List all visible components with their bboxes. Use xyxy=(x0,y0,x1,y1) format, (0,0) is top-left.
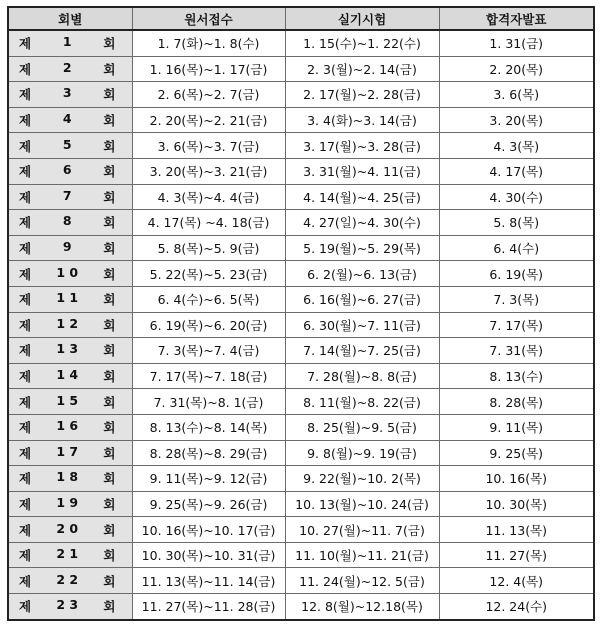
application-period-cell: 9. 25(목)~9. 26(금) xyxy=(132,491,285,517)
round-cell xyxy=(8,363,132,389)
header-application: 원서접수 xyxy=(132,7,285,30)
exam-period-cell: 2. 3(월)~2. 14(금) xyxy=(285,56,439,82)
result-date-cell: 9. 25(목) xyxy=(439,440,594,466)
exam-period-cell: 1. 15(수)~1. 22(수) xyxy=(285,30,439,56)
application-period-cell: 7. 17(목)~7. 18(금) xyxy=(132,363,285,389)
application-period-cell: 11. 13(목)~11. 14(금) xyxy=(132,568,285,594)
result-date-cell: 11. 27(목) xyxy=(439,542,594,568)
round-cell xyxy=(8,158,132,184)
exam-period-cell: 5. 19(월)~5. 29(목) xyxy=(285,235,439,261)
application-period-cell: 2. 20(목)~2. 21(금) xyxy=(132,107,285,133)
round-prefix: 제 xyxy=(19,36,32,52)
result-date-cell: 4. 3(목) xyxy=(439,133,594,159)
round-number: 3 xyxy=(62,85,72,101)
round-number: 1 3 xyxy=(56,341,79,357)
round-suffix: 회 xyxy=(103,599,116,615)
application-period-cell: 11. 27(목)~11. 28(금) xyxy=(132,594,285,620)
result-date-cell: 6. 19(목) xyxy=(439,261,594,287)
round-prefix: 제 xyxy=(19,87,32,103)
round-suffix: 회 xyxy=(103,36,116,52)
round-prefix: 제 xyxy=(19,164,32,180)
round-prefix: 제 xyxy=(19,471,32,487)
round-suffix: 회 xyxy=(103,241,116,257)
round-cell xyxy=(8,338,132,364)
round-prefix: 제 xyxy=(19,189,32,205)
application-period-cell: 10. 16(목)~10. 17(금) xyxy=(132,517,285,543)
table-row xyxy=(8,158,594,184)
exam-period-cell: 11. 10(월)~11. 21(금) xyxy=(285,542,439,568)
round-cell xyxy=(8,184,132,210)
exam-period-cell: 6. 16(월)~6. 27(금) xyxy=(285,286,439,312)
exam-period-cell: 2. 17(월)~2. 28(금) xyxy=(285,82,439,108)
table-row xyxy=(8,440,594,466)
application-period-cell: 5. 8(목)~5. 9(금) xyxy=(132,235,285,261)
exam-period-cell: 10. 27(월)~11. 7(금) xyxy=(285,517,439,543)
round-number: 1 5 xyxy=(56,392,79,408)
exam-period-cell: 4. 14(월)~4. 25(금) xyxy=(285,184,439,210)
round-number: 7 xyxy=(62,187,72,203)
round-suffix: 회 xyxy=(103,343,116,359)
application-period-cell: 7. 3(목)~7. 4(금) xyxy=(132,338,285,364)
round-cell xyxy=(8,133,132,159)
application-period-cell: 3. 20(목)~3. 21(금) xyxy=(132,158,285,184)
exam-period-cell: 8. 25(월)~9. 5(금) xyxy=(285,414,439,440)
table-row xyxy=(8,363,594,389)
round-prefix: 제 xyxy=(19,215,32,231)
round-suffix: 회 xyxy=(103,369,116,385)
round-number: 1 1 xyxy=(56,290,79,306)
round-cell xyxy=(8,312,132,338)
round-cell xyxy=(8,517,132,543)
application-period-cell: 10. 30(목)~10. 31(금) xyxy=(132,542,285,568)
result-date-cell: 7. 17(목) xyxy=(439,312,594,338)
round-cell xyxy=(8,56,132,82)
round-suffix: 회 xyxy=(103,420,116,436)
round-cell xyxy=(8,491,132,517)
round-number: 2 2 xyxy=(56,571,79,587)
round-prefix: 제 xyxy=(19,369,32,385)
application-period-cell: 6. 19(목)~6. 20(금) xyxy=(132,312,285,338)
round-number: 5 xyxy=(62,136,72,152)
round-number: 4 xyxy=(62,111,72,127)
round-number: 6 xyxy=(62,162,72,178)
round-prefix: 제 xyxy=(19,445,32,461)
table-row xyxy=(8,235,594,261)
result-date-cell: 12. 24(수) xyxy=(439,594,594,620)
exam-period-cell: 9. 8(월)~9. 19(금) xyxy=(285,440,439,466)
application-period-cell: 7. 31(목)~8. 1(금) xyxy=(132,389,285,415)
result-date-cell: 6. 4(수) xyxy=(439,235,594,261)
round-number: 9 xyxy=(62,239,72,255)
round-cell xyxy=(8,30,132,56)
round-suffix: 회 xyxy=(103,522,116,538)
round-number: 8 xyxy=(62,213,72,229)
exam-period-cell: 10. 13(월)~10. 24(금) xyxy=(285,491,439,517)
round-suffix: 회 xyxy=(103,61,116,77)
round-suffix: 회 xyxy=(103,215,116,231)
exam-period-cell: 9. 22(월)~10. 2(목) xyxy=(285,466,439,492)
round-prefix: 제 xyxy=(19,138,32,154)
table-row xyxy=(8,594,594,620)
table-row xyxy=(8,210,594,236)
round-cell xyxy=(8,235,132,261)
result-date-cell: 8. 13(수) xyxy=(439,363,594,389)
round-prefix: 제 xyxy=(19,573,32,589)
round-prefix: 제 xyxy=(19,292,32,308)
round-prefix: 제 xyxy=(19,61,32,77)
round-suffix: 회 xyxy=(103,189,116,205)
exam-period-cell: 3. 17(월)~3. 28(금) xyxy=(285,133,439,159)
round-cell xyxy=(8,261,132,287)
round-number: 2 1 xyxy=(56,546,79,562)
round-suffix: 회 xyxy=(103,471,116,487)
application-period-cell: 9. 11(목)~9. 12(금) xyxy=(132,466,285,492)
round-number: 1 2 xyxy=(56,315,79,331)
application-period-cell: 4. 3(목)~4. 4(금) xyxy=(132,184,285,210)
table-row xyxy=(8,107,594,133)
round-prefix: 제 xyxy=(19,317,32,333)
round-cell xyxy=(8,414,132,440)
exam-schedule-table xyxy=(7,6,595,621)
table-row xyxy=(8,261,594,287)
exam-period-cell: 8. 11(월)~8. 22(금) xyxy=(285,389,439,415)
table-row xyxy=(8,30,594,56)
application-period-cell: 2. 6(목)~2. 7(금) xyxy=(132,82,285,108)
exam-period-cell: 3. 4(화)~3. 14(금) xyxy=(285,107,439,133)
application-period-cell: 8. 28(목)~8. 29(금) xyxy=(132,440,285,466)
application-period-cell: 8. 13(수)~8. 14(목) xyxy=(132,414,285,440)
table-row xyxy=(8,133,594,159)
table-row xyxy=(8,542,594,568)
result-date-cell: 12. 4(목) xyxy=(439,568,594,594)
round-prefix: 제 xyxy=(19,113,32,129)
round-suffix: 회 xyxy=(103,87,116,103)
round-number: 1 7 xyxy=(56,443,79,459)
round-suffix: 회 xyxy=(103,317,116,333)
table-row xyxy=(8,568,594,594)
round-prefix: 제 xyxy=(19,394,32,410)
result-date-cell: 1. 31(금) xyxy=(439,30,594,56)
result-date-cell: 11. 13(목) xyxy=(439,517,594,543)
application-period-cell: 1. 16(목)~1. 17(금) xyxy=(132,56,285,82)
exam-period-cell: 3. 31(월)~4. 11(금) xyxy=(285,158,439,184)
round-prefix: 제 xyxy=(19,548,32,564)
table-row xyxy=(8,338,594,364)
header-row xyxy=(8,7,594,30)
table-row xyxy=(8,389,594,415)
exam-period-cell: 7. 14(월)~7. 25(금) xyxy=(285,338,439,364)
result-date-cell: 7. 3(목) xyxy=(439,286,594,312)
round-prefix: 제 xyxy=(19,599,32,615)
table-row xyxy=(8,466,594,492)
header-practical-exam: 실기시험 xyxy=(285,7,439,30)
round-number: 1 xyxy=(62,34,72,50)
round-cell xyxy=(8,389,132,415)
round-number: 1 8 xyxy=(56,469,79,485)
round-cell xyxy=(8,286,132,312)
table-row xyxy=(8,286,594,312)
round-prefix: 제 xyxy=(19,266,32,282)
round-number: 1 9 xyxy=(56,494,79,510)
result-date-cell: 2. 20(목) xyxy=(439,56,594,82)
round-cell xyxy=(8,466,132,492)
result-date-cell: 4. 17(목) xyxy=(439,158,594,184)
round-cell xyxy=(8,568,132,594)
round-cell xyxy=(8,210,132,236)
result-date-cell: 10. 16(목) xyxy=(439,466,594,492)
round-number: 1 4 xyxy=(56,367,79,383)
result-date-cell: 10. 30(목) xyxy=(439,491,594,517)
header-result-announcement: 합격자발표 xyxy=(439,7,594,30)
round-cell xyxy=(8,440,132,466)
result-date-cell: 7. 31(목) xyxy=(439,338,594,364)
round-suffix: 회 xyxy=(103,164,116,180)
round-suffix: 회 xyxy=(103,573,116,589)
round-cell xyxy=(8,542,132,568)
round-prefix: 제 xyxy=(19,420,32,436)
round-suffix: 회 xyxy=(103,292,116,308)
table-body xyxy=(8,30,594,620)
result-date-cell: 9. 11(목) xyxy=(439,414,594,440)
result-date-cell: 3. 6(목) xyxy=(439,82,594,108)
result-date-cell: 3. 20(목) xyxy=(439,107,594,133)
round-suffix: 회 xyxy=(103,394,116,410)
table-row xyxy=(8,56,594,82)
application-period-cell: 1. 7(화)~1. 8(수) xyxy=(132,30,285,56)
application-period-cell: 3. 6(목)~3. 7(금) xyxy=(132,133,285,159)
round-prefix: 제 xyxy=(19,522,32,538)
exam-period-cell: 6. 2(월)~6. 13(금) xyxy=(285,261,439,287)
application-period-cell: 4. 17(목) ~4. 18(금) xyxy=(132,210,285,236)
round-suffix: 회 xyxy=(103,266,116,282)
round-cell xyxy=(8,107,132,133)
round-number: 2 xyxy=(62,59,72,75)
round-prefix: 제 xyxy=(19,343,32,359)
table-row xyxy=(8,82,594,108)
round-number: 1 0 xyxy=(56,264,79,280)
round-number: 1 6 xyxy=(56,418,79,434)
exam-period-cell: 11. 24(월)~12. 5(금) xyxy=(285,568,439,594)
table-row xyxy=(8,517,594,543)
round-suffix: 회 xyxy=(103,138,116,154)
round-cell xyxy=(8,594,132,620)
schedule-document xyxy=(7,6,593,633)
result-date-cell: 5. 8(목) xyxy=(439,210,594,236)
round-number: 2 0 xyxy=(56,520,79,536)
round-suffix: 회 xyxy=(103,445,116,461)
round-prefix: 제 xyxy=(19,496,32,512)
table-row xyxy=(8,491,594,517)
round-suffix: 회 xyxy=(103,548,116,564)
header-round: 회별 xyxy=(8,7,132,30)
round-cell xyxy=(8,82,132,108)
table-row xyxy=(8,184,594,210)
exam-period-cell: 7. 28(월)~8. 8(금) xyxy=(285,363,439,389)
application-period-cell: 5. 22(목)~5. 23(금) xyxy=(132,261,285,287)
round-suffix: 회 xyxy=(103,496,116,512)
application-period-cell: 6. 4(수)~6. 5(목) xyxy=(132,286,285,312)
result-date-cell: 4. 30(수) xyxy=(439,184,594,210)
round-suffix: 회 xyxy=(103,113,116,129)
exam-period-cell: 6. 30(월)~7. 11(금) xyxy=(285,312,439,338)
round-prefix: 제 xyxy=(19,241,32,257)
table-row xyxy=(8,312,594,338)
round-number: 2 3 xyxy=(56,597,79,613)
exam-period-cell: 4. 27(일)~4. 30(수) xyxy=(285,210,439,236)
table-row xyxy=(8,414,594,440)
result-date-cell: 8. 28(목) xyxy=(439,389,594,415)
exam-period-cell: 12. 8(월)~12.18(목) xyxy=(285,594,439,620)
